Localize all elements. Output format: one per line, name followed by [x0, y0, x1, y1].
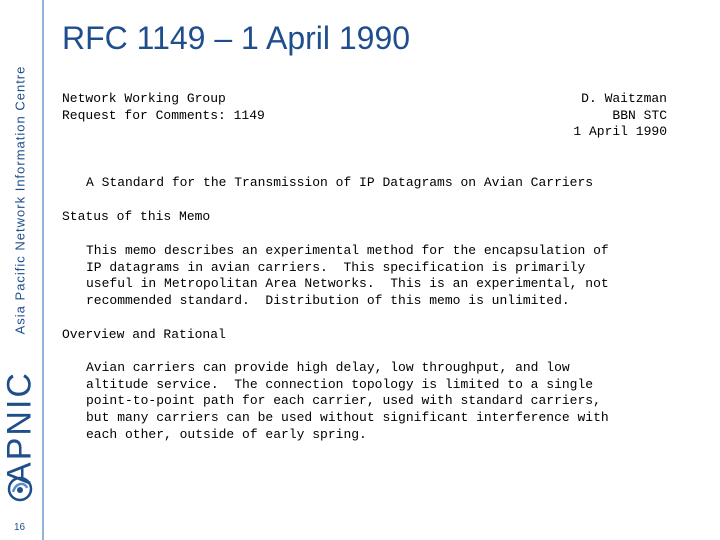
paragraph-line: altitude service. The connection topology is limited to a single [86, 376, 594, 392]
document-title: A Standard for the Transmission of IP Datagrams on Avian Carriers [86, 175, 594, 190]
sidebar-divider [42, 0, 44, 540]
header-left-line: Request for Comments: 1149 [62, 107, 265, 123]
paragraph-line: IP datagrams in avian carriers. This specification is primarily [86, 259, 586, 275]
paragraph-line: This memo describes an experimental method for the encapsulation of [86, 243, 609, 258]
apnic-logo-text: APNIC [0, 371, 39, 485]
status-paragraph [86, 243, 609, 310]
header-left [62, 91, 265, 124]
header-right-line: BBN STC [612, 107, 667, 123]
paragraph-line: recommended standard. Distribution of this memo is unlimited. [86, 293, 570, 309]
header-right-line: 1 April 1990 [573, 124, 667, 140]
paragraph-line: Avian carriers can provide high delay, low throughput, and low [86, 360, 570, 375]
paragraph-line: point-to-point path for each carrier, used with standard carriers, [86, 393, 601, 409]
header-left-line: Network Working Group [62, 91, 226, 106]
header-right [573, 91, 667, 141]
apnic-swirl-icon [7, 476, 33, 502]
paragraph-line: but many carriers can be used without significant interference with [86, 410, 609, 426]
sidebar [0, 0, 39, 540]
paragraph-line: each other, outside of early spring. [86, 426, 367, 442]
slide-title: RFC 1149 – 1 April 1990 [62, 20, 411, 56]
header-right-line: D. Waitzman [581, 91, 667, 106]
page-number: 16 [14, 522, 26, 533]
section-heading-overview: Overview and Rational [62, 327, 226, 342]
organization-name: Asia Pacific Network Information Centre [12, 65, 28, 335]
paragraph-line: useful in Metropolitan Area Networks. This is an experimental, not [86, 276, 609, 292]
section-heading-status: Status of this Memo [62, 209, 211, 224]
overview-paragraph [86, 360, 609, 444]
